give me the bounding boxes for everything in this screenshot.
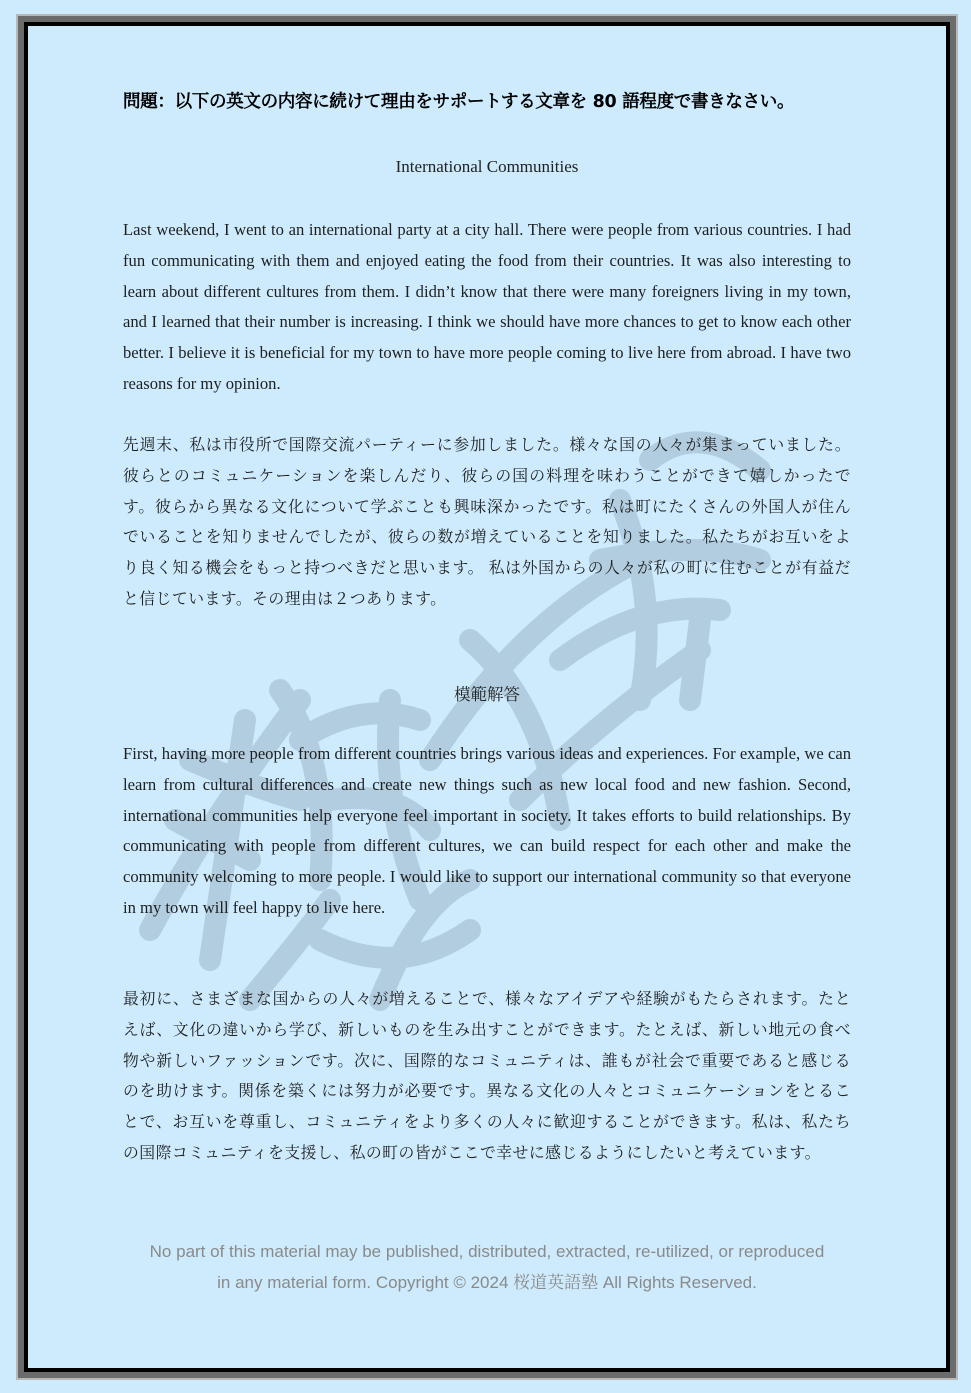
passage-title: International Communities <box>395 157 579 176</box>
copyright-footer <box>100 1236 874 1298</box>
copyright-line-2: in any material form. Copyright © 2024 桜道英語塾 All Rights Reserved. <box>217 1273 757 1292</box>
copyright-line-1: No part of this material may be published, distributed, extracted, re-utilized, or reproduced <box>149 1242 825 1261</box>
question-prompt: 問題：以下の英文の内容に続けて理由をサポートする文章を 80 語程度で書きなさい。 <box>123 92 795 112</box>
model-answer-japanese: 最初に、さまざまな国からの人々が増えることで、様々なアイデアや経験がもたらされます。たとえば、文化の違いから学び、新しいものを生み出すことができます。たとえば、新しい地元の食べ物や新しいファッションです。次に、国際的なコミュニティは、誰もが社会で重要であると感じるのを助けます。関係を築くには努力が必要です。異なる文化の人々とコミュニケーションをとることで、お互いを尊重し、コミュニティをより多くの人々に歓迎することができます。私は、私たちの国際コミュニティを支援し、私の町の皆がここで幸せに感じるようにしたいと考えています。 <box>123 991 851 1162</box>
passage-english: Last weekend, I went to an international party at a city hall. There were people from various countries. I had fun communicating with them and enjoyed eating the food from their countries. It was also interesting to learn about different cultures from them. I didn’t know that there were many foreigners living in my town, and I learned that their number is increasing. I think we should have more chances to get to know each other better. I believe it is beneficial for my town to have more people coming to live here from abroad. I have two reasons for my opinion. <box>123 220 851 393</box>
model-answer-heading: 模範解答 <box>454 685 520 704</box>
model-answer-english: First, having more people from different countries brings various ideas and experiences. For example, we can learn from cultural differences and create new things such as new local food and new fashion. Second, international communities help everyone feel important in society. It takes efforts to build relationships. By communicating with people from different cultures, we can build respect for each other and make the community welcoming to more people. I would like to support our international community so that everyone in my town will feel happy to live here. <box>123 744 851 917</box>
passage-japanese: 先週末、私は市役所で国際交流パーティーに参加しました。様々な国の人々が集まっていました。彼らとのコミュニケーションを楽しんだり、彼らの国の料理を味わうことができて嬉しかったです。彼らから異なる文化について学ぶことも興味深かったです。私は町にたくさんの外国人が住んでいることを知りませんでしたが、彼らの数が増えていることを知りました。私たちがお互いをより良く知る機会をもっと持つべきだと思います。 私は外国からの人々が私の町に住むことが有益だと信じています。その理由は２つあります。 <box>123 437 851 608</box>
